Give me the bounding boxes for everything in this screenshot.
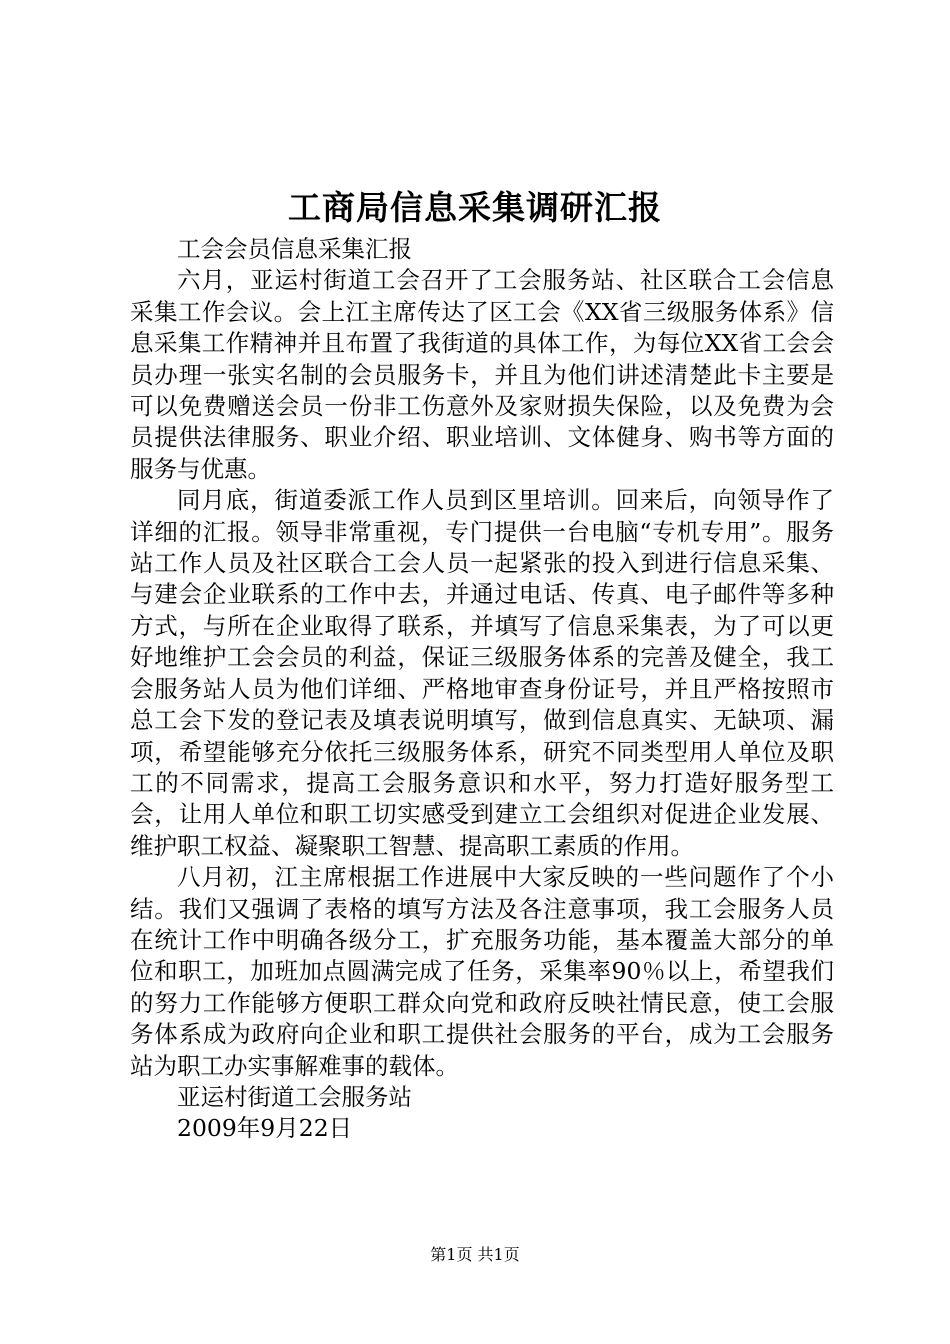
body-paragraph-end-of-month: 同月底，街道委派工作人员到区里培训。回来后，向领导作了详细的汇报。领导非常重视，专门提供一台电脑“专机专用”。服务站工作人员及社区联合工会人员一起紧张的投入到进行信息采集、与建会企业联系的工作中去，并通过电话、传真、电子邮件等多种方式，与所在企业取得了联系，并填写了信息采集表，为了可以更好地维护工会会员的利益，保证三级服务体系的完善及健全，我工会服务站人员为他们详细、严格地审查身份证号，并且严格按照市总工会下发的登记表及填表说明填写，做到信息真实、无缺项、漏项，希望能够充分依托三级服务体系，研究不同类型用人单位及职工的不同需求，提高工会服务意识和水平，努力打造好服务型工会，让用人单位和职工切实感受到建立工会组织对促进企业发展、维护职工权益、凝聚职工智慧、提高职工素质的作用。 bbox=[130, 486, 834, 860]
body-paragraph-june: 六月，亚运村街道工会召开了工会服务站、社区联合工会信息采集工作会议。会上江主席传达了区工会《XX省三级服务体系》信息采集工作精神并且布置了我街道的具体工作，为每位XX省工会会员办理一张实名制的会员服务卡，并且为他们讲述清楚此卡主要是可以免费赠送会员一份非工伤意外及家财损失保险，以及免费为会员提供法律服务、职业介绍、职业培训、文体健身、购书等方面的服务与优惠。 bbox=[130, 266, 834, 483]
document-body bbox=[130, 234, 834, 1145]
page-number-footer: 第1页 共1页 bbox=[430, 1245, 520, 1264]
signature-organization: 亚运村街道工会服务站 bbox=[177, 1082, 412, 1111]
document-title: 工商局信息采集调研汇报 bbox=[288, 188, 662, 227]
body-paragraph-august: 八月初，江主席根据工作进展中大家反映的一些问题作了个小结。我们又强调了表格的填写方法及各注意事项，我工会服务人员在统计工作中明确各级分工，扩充服务功能，基本覆盖大部分的单位和职工，加班加点圆满完成了任务，采集率90％以上，希望我们的努力工作能够方便职工群众向党和政府反映社情民意，使工会服务体系成为政府向企业和职工提供社会服务的平台，成为工会服务站为职工办实事解难事的载体。 bbox=[130, 863, 834, 1080]
signature-date: 2009年9月22日 bbox=[177, 1114, 353, 1143]
subtitle-paragraph: 工会会员信息采集汇报 bbox=[177, 235, 412, 263]
